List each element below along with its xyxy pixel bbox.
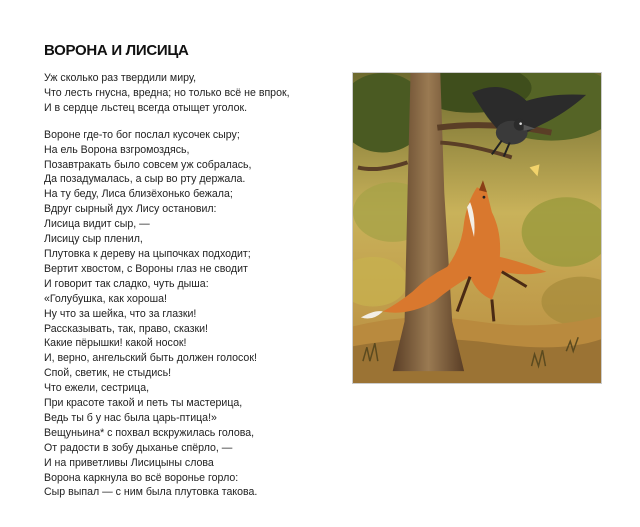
poem-line: Лисицу сыр пленил,: [44, 233, 143, 246]
poem-line: Что ежели, сестрица,: [44, 382, 150, 395]
stanza-2: [44, 128, 344, 501]
poem-line: Вдруг сырный дух Лису остановил:: [44, 203, 217, 216]
poem-line: И в сердце льстец всегда отыщет уголок.: [44, 101, 248, 114]
poem-line: И на приветливы Лисицыны слова: [44, 456, 214, 469]
poem-line: И говорит так сладко, чуть дыша:: [44, 277, 209, 290]
poem-line: При красоте такой и петь ты мастерица,: [44, 397, 243, 410]
poem-line: Спой, светик, не стыдись!: [44, 367, 172, 380]
crow-and-fox-illustration: [352, 72, 602, 384]
poem-line: Вещуньина* с похвал вскружилась голова,: [44, 426, 255, 439]
poem-line: Да позадумалась, а сыр во рту держала.: [44, 173, 246, 186]
poem-line: От радости в зобу дыханье спёрло, —: [44, 441, 233, 454]
poem-line: Какие пёрышки! какой носок!: [44, 337, 187, 350]
poem-line: Вороне где-то бог послал кусочек сыру;: [44, 128, 240, 141]
poem-line: Уж сколько раз твердили миру,: [44, 72, 197, 84]
poem-line: Рассказывать, так, право, сказки!: [44, 322, 208, 335]
illustration-canvas: [353, 73, 601, 383]
poem-line: Что лесть гнусна, вредна; но только всё не впрок,: [44, 86, 290, 99]
poem-line: На ту беду, Лиса близёхонько бежала;: [44, 188, 233, 201]
poem-text: [44, 71, 344, 500]
stanza-gap: [44, 116, 344, 128]
poem-line: Ну что за шейка, что за глазки!: [44, 307, 197, 320]
stanza-1: [44, 71, 344, 116]
poem-line: Лисица видит сыр, —: [44, 218, 150, 231]
poem-line: «Голубушка, как хороша!: [44, 292, 167, 305]
poem-line: Вертит хвостом, с Вороны глаз не сводит: [44, 262, 248, 275]
poem-title: ВОРОНА И ЛИСИЦА: [44, 42, 189, 59]
poem-line: Плутовка к дереву на цыпочках подходит;: [44, 247, 251, 260]
poem-line: На ель Ворона взгромоздясь,: [44, 143, 190, 156]
poem-line: Позавтракать было совсем уж собралась,: [44, 158, 252, 171]
poem-line: И, верно, ангельский быть должен голосок!: [44, 352, 257, 365]
poem-line: Сыр выпал — с ним была плутовка такова.: [44, 486, 258, 499]
poem-line: Ведь ты б у нас была царь-птица!»: [44, 411, 217, 424]
poem-line: Ворона каркнула во всё воронье горло:: [44, 471, 239, 484]
